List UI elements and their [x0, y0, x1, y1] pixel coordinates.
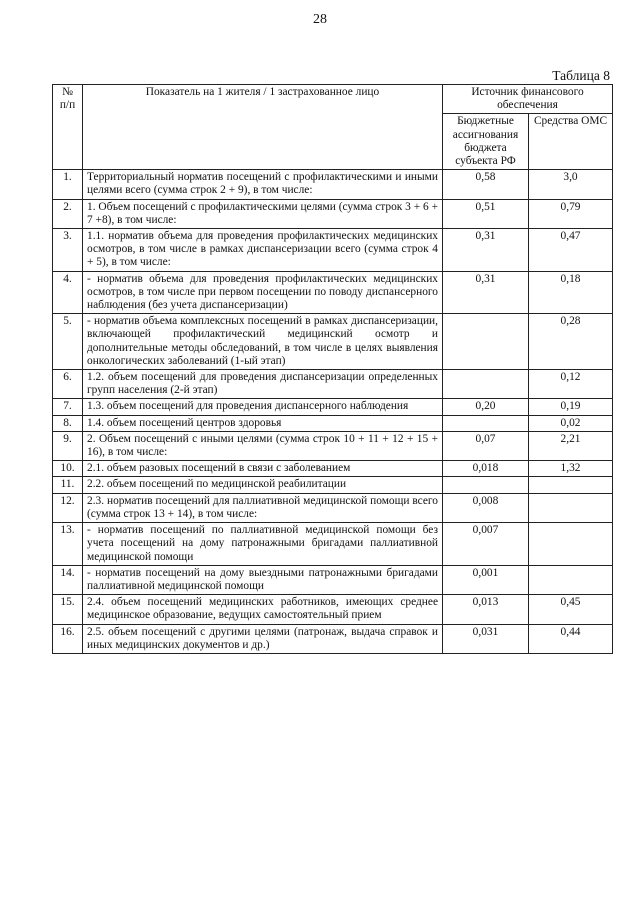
table-row — [53, 314, 613, 370]
indicators-table — [52, 84, 613, 654]
row-oms-value: 0,47 — [529, 229, 613, 272]
row-indicator: Территориальный норматив посещений с профилактическими и иными целями всего (сумма строк 2 + 9), в том числе: — [83, 170, 443, 199]
table-row — [53, 461, 613, 477]
header-budget: Бюджетные ассигнования бюджета субъекта РФ — [443, 114, 529, 170]
row-oms-value — [529, 493, 613, 522]
row-indicator: 1.4. объем посещений центров здоровья — [83, 415, 443, 431]
row-number: 7. — [53, 399, 83, 415]
row-budget-value: 0,58 — [443, 170, 529, 199]
row-oms-value — [529, 565, 613, 594]
row-number: 8. — [53, 415, 83, 431]
row-budget-value — [443, 477, 529, 493]
row-number: 13. — [53, 523, 83, 566]
row-budget-value: 0,07 — [443, 431, 529, 460]
table-row — [53, 370, 613, 399]
row-budget-value: 0,007 — [443, 523, 529, 566]
row-oms-value: 0,18 — [529, 271, 613, 314]
header-num: № п/п — [53, 85, 83, 170]
row-indicator: 2.4. объем посещений медицинских работников, имеющих среднее медицинское образование, ведущих самостоятельный прием — [83, 595, 443, 624]
table-row — [53, 170, 613, 199]
table-row — [53, 565, 613, 594]
row-oms-value: 0,19 — [529, 399, 613, 415]
row-budget-value: 0,031 — [443, 624, 529, 653]
table-caption: Таблица 8 — [552, 68, 610, 83]
row-number: 15. — [53, 595, 83, 624]
header-oms: Средства ОМС — [529, 114, 613, 170]
row-oms-value: 0,02 — [529, 415, 613, 431]
row-oms-value: 2,21 — [529, 431, 613, 460]
row-budget-value: 0,31 — [443, 229, 529, 272]
row-budget-value — [443, 415, 529, 431]
row-indicator: 2.5. объем посещений с другими целями (патронаж, выдача справок и иных медицинских документов и др.) — [83, 624, 443, 653]
row-budget-value: 0,008 — [443, 493, 529, 522]
table-body — [53, 170, 613, 654]
table-row — [53, 271, 613, 314]
row-budget-value: 0,31 — [443, 271, 529, 314]
table-row — [53, 477, 613, 493]
row-oms-value — [529, 477, 613, 493]
row-budget-value — [443, 314, 529, 370]
row-oms-value: 0,79 — [529, 199, 613, 228]
header-indicator: Показатель на 1 жителя / 1 застрахованное лицо — [83, 85, 443, 170]
row-number: 12. — [53, 493, 83, 522]
header-source: Источник финансового обеспечения — [443, 85, 613, 114]
table-row — [53, 399, 613, 415]
table-row — [53, 199, 613, 228]
row-oms-value: 3,0 — [529, 170, 613, 199]
row-budget-value: 0,018 — [443, 461, 529, 477]
row-oms-value — [529, 523, 613, 566]
row-number: 6. — [53, 370, 83, 399]
table-row — [53, 229, 613, 272]
table-row — [53, 431, 613, 460]
row-budget-value: 0,51 — [443, 199, 529, 228]
row-number: 16. — [53, 624, 83, 653]
row-indicator: 2.3. норматив посещений для паллиативной медицинской помощи всего (сумма строк 13 + 14), в том числе: — [83, 493, 443, 522]
row-number: 9. — [53, 431, 83, 460]
row-oms-value: 0,45 — [529, 595, 613, 624]
row-number: 14. — [53, 565, 83, 594]
row-number: 2. — [53, 199, 83, 228]
row-budget-value: 0,013 — [443, 595, 529, 624]
table-row — [53, 624, 613, 653]
row-number: 5. — [53, 314, 83, 370]
table-row — [53, 493, 613, 522]
row-number: 3. — [53, 229, 83, 272]
row-oms-value: 1,32 — [529, 461, 613, 477]
table-row — [53, 415, 613, 431]
table-row — [53, 523, 613, 566]
row-oms-value: 0,28 — [529, 314, 613, 370]
table-row — [53, 595, 613, 624]
row-number: 1. — [53, 170, 83, 199]
row-number: 10. — [53, 461, 83, 477]
row-indicator: 2.2. объем посещений по медицинской реабилитации — [83, 477, 443, 493]
row-budget-value: 0,001 — [443, 565, 529, 594]
row-indicator: - норматив объема для проведения профилактических медицинских осмотров, в том числе при первом посещении по поводу диспансерного наблюдения (без учета диспансеризации) — [83, 271, 443, 314]
row-indicator: 1.2. объем посещений для проведения диспансеризации определенных групп населения (2-й этап) — [83, 370, 443, 399]
row-indicator: 1.3. объем посещений для проведения диспансерного наблюдения — [83, 399, 443, 415]
row-number: 4. — [53, 271, 83, 314]
row-oms-value: 0,44 — [529, 624, 613, 653]
row-budget-value — [443, 370, 529, 399]
row-indicator: 1. Объем посещений с профилактическими целями (сумма строк 3 + 6 + 7 +8), в том числе: — [83, 199, 443, 228]
row-indicator: - норматив посещений по паллиативной медицинской помощи без учета посещений на дому патронажными бригадами паллиативной медицинской помощи — [83, 523, 443, 566]
row-indicator: - норматив объема комплексных посещений в рамках диспансеризации, включающей профилактический медицинский осмотр и дополнительные методы обследований, в том числе в целях выявления онкологических заболеваний (1-ый этап) — [83, 314, 443, 370]
row-indicator: 2. Объем посещений с иными целями (сумма строк 10 + 11 + 12 + 15 + 16), в том числе: — [83, 431, 443, 460]
row-budget-value: 0,20 — [443, 399, 529, 415]
row-indicator: 2.1. объем разовых посещений в связи с заболеванием — [83, 461, 443, 477]
row-oms-value: 0,12 — [529, 370, 613, 399]
row-indicator: 1.1. норматив объема для проведения профилактических медицинских осмотров, в том числе в рамках диспансеризации всего (сумма строк 4 + 5), в том числе: — [83, 229, 443, 272]
page-number: 28 — [313, 12, 327, 27]
row-number: 11. — [53, 477, 83, 493]
row-indicator: - норматив посещений на дому выездными патронажными бригадами паллиативной медицинской помощи — [83, 565, 443, 594]
